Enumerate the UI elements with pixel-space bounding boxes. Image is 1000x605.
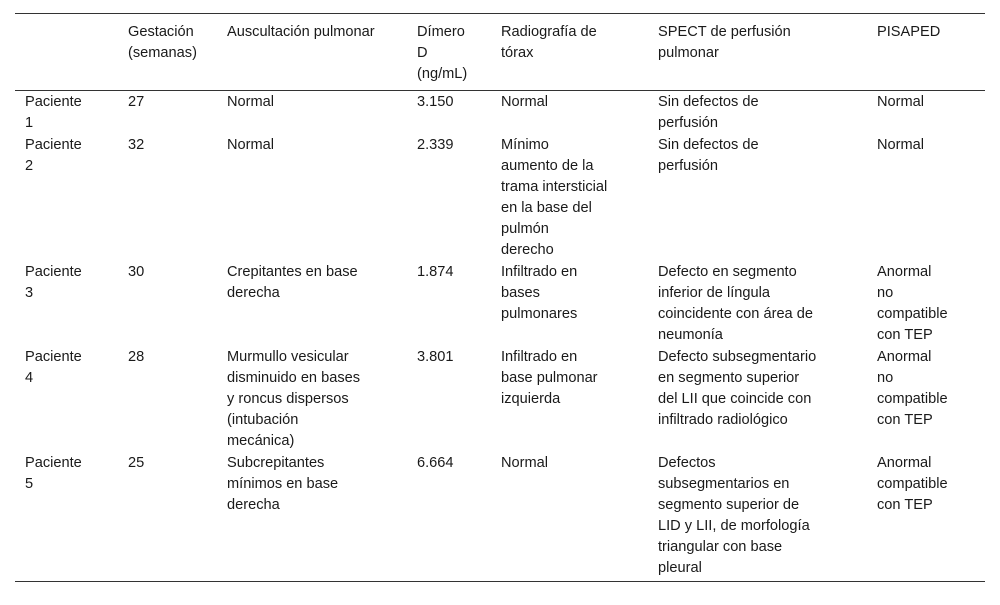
header-gestation: Gestación (semanas) bbox=[118, 14, 217, 91]
cell-pisaped: Anormal compatible con TEP bbox=[867, 452, 985, 582]
cell-pisaped: Anormal no compatible con TEP bbox=[877, 264, 948, 343]
cell-chest-xray: Normal bbox=[501, 94, 549, 110]
cell-d-dimer: 6.664 bbox=[407, 452, 491, 582]
header-row bbox=[15, 14, 985, 91]
cell-patient: Paciente 1 bbox=[25, 94, 82, 131]
cell-gestation: 30 bbox=[128, 264, 145, 280]
cell-auscultation: Normal bbox=[227, 94, 275, 110]
cell-auscultation: Subcrepitantes mínimos en base derecha bbox=[217, 452, 407, 582]
cell-gestation: 25 bbox=[118, 452, 217, 582]
table-row bbox=[15, 134, 985, 261]
cell-spect: Sin defectos de perfusión bbox=[658, 137, 759, 174]
header-pisaped: PISAPED bbox=[867, 14, 985, 91]
cell-chest-xray: Normal bbox=[491, 452, 648, 582]
header-patient bbox=[15, 14, 118, 91]
cell-d-dimer: 1.874 bbox=[417, 264, 454, 280]
cell-auscultation: Crepitantes en base derecha bbox=[227, 264, 358, 301]
cell-patient: Paciente 3 bbox=[25, 264, 82, 301]
cell-patient: Paciente 4 bbox=[25, 349, 82, 386]
cell-auscultation: Normal bbox=[227, 137, 275, 153]
cell-gestation: 27 bbox=[128, 94, 145, 110]
header-auscultation: Auscultación pulmonar bbox=[217, 14, 407, 91]
cell-chest-xray: Infiltrado en base pulmonar izquierda bbox=[501, 349, 598, 407]
table-row bbox=[15, 346, 985, 452]
table-row bbox=[15, 91, 985, 135]
cell-spect: Defecto subsegmentario en segmento superior del LII que coincide con infiltrado radiológico bbox=[658, 349, 817, 428]
cell-d-dimer: 3.150 bbox=[417, 94, 454, 110]
cell-pisaped: Anormal no compatible con TEP bbox=[877, 349, 948, 428]
cell-chest-xray: Mínimo aumento de la trama intersticial en la base del pulmón derecho bbox=[501, 137, 608, 258]
table-row bbox=[15, 261, 985, 346]
table-header bbox=[15, 14, 985, 91]
table-body bbox=[15, 91, 985, 582]
header-spect: SPECT de perfusión pulmonar bbox=[648, 14, 867, 91]
cell-spect: Defecto en segmento inferior de língula coincidente con área de neumonía bbox=[658, 264, 813, 343]
clinical-findings-table bbox=[15, 13, 985, 582]
cell-chest-xray: Infiltrado en bases pulmonares bbox=[501, 264, 578, 322]
table-row bbox=[15, 452, 985, 582]
cell-d-dimer: 3.801 bbox=[417, 349, 454, 365]
cell-spect: Defectos subsegmentarios en segmento superior de LID y LII, de morfología triangular con base pleural bbox=[648, 452, 867, 582]
cell-auscultation: Murmullo vesicular disminuido en bases y roncus dispersos (intubación mecánica) bbox=[227, 349, 361, 449]
header-d-dimer: Dímero D (ng/mL) bbox=[407, 14, 491, 91]
cell-gestation: 28 bbox=[128, 349, 145, 365]
cell-pisaped: Normal bbox=[877, 94, 925, 110]
cell-pisaped: Normal bbox=[877, 137, 925, 153]
cell-spect: Sin defectos de perfusión bbox=[658, 94, 759, 131]
cell-patient: Paciente 2 bbox=[25, 137, 82, 174]
cell-gestation: 32 bbox=[128, 137, 145, 153]
cell-d-dimer: 2.339 bbox=[417, 137, 454, 153]
header-chest-xray: Radiografía de tórax bbox=[491, 14, 648, 91]
cell-patient: Paciente 5 bbox=[15, 452, 118, 582]
